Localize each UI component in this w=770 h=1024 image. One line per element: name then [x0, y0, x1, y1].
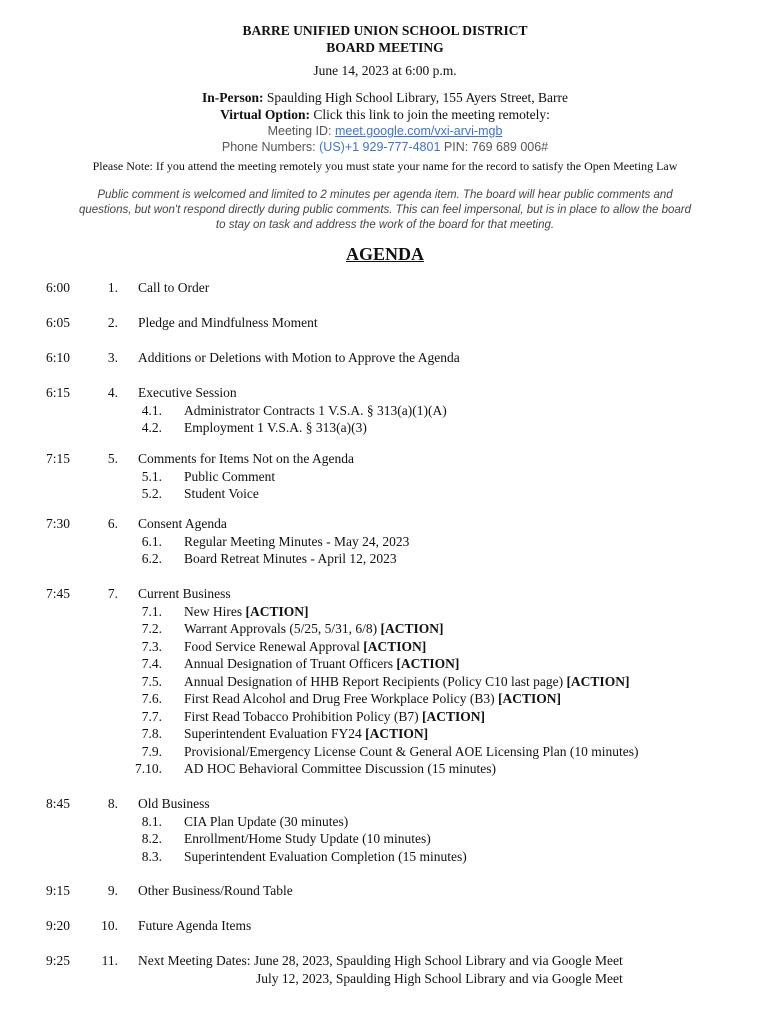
agenda-time: 7:15: [46, 451, 71, 466]
subitem-title: Board Retreat Minutes - April 12, 2023: [184, 551, 397, 566]
subitem-title: Provisional/Emergency License Count & General AOE Licensing Plan (10 minutes): [184, 743, 639, 759]
agenda-number: 6.: [107, 516, 118, 531]
agenda-number: 5.: [107, 451, 118, 466]
meeting-id-label: Meeting ID:: [267, 124, 335, 138]
agenda-number: 1.: [107, 280, 118, 295]
phone-label: Phone Numbers:: [221, 140, 320, 154]
subitem-number: 6.1.: [141, 533, 162, 549]
agenda-time: 9:15: [46, 883, 71, 898]
subitem-title: Public Comment: [184, 468, 276, 484]
agenda-time: 6:00: [46, 280, 71, 295]
subitem-title: Student Voice: [184, 486, 259, 501]
virtual-line: [0, 106, 770, 123]
subitem-number: 5.2.: [141, 486, 162, 501]
agenda-number: 10.: [101, 918, 118, 933]
subitem-number: 8.1.: [141, 813, 162, 829]
agenda-time: 6:10: [46, 350, 71, 365]
subitem-title: Enrollment/Home Study Update (10 minutes): [184, 831, 431, 846]
virtual-instructions: Click this link to join the meeting remotely:: [309, 107, 550, 122]
virtual-label: Virtual Option:: [220, 107, 310, 122]
subitem-title: Annual Designation of HHB Report Recipients (Policy C10 last page) [ACTION]: [184, 673, 630, 689]
agenda-title: Other Business/Round Table: [138, 883, 293, 898]
agenda-title: Call to Order: [138, 280, 210, 295]
action-tag: [ACTION]: [363, 638, 427, 654]
subitem-number: 4.2.: [141, 420, 162, 435]
agenda-time: 7:45: [46, 586, 71, 601]
subitem-number: 7.7.: [141, 708, 162, 724]
action-tag: [ACTION]: [422, 708, 486, 724]
action-tag: [ACTION]: [497, 691, 561, 706]
subitem-title: Employment 1 V.S.A. § 313(a)(3): [184, 420, 367, 435]
agenda-title: Consent Agenda: [138, 516, 227, 531]
agenda-time: 9:20: [46, 918, 71, 933]
agenda-title: Pledge and Mindfulness Moment: [138, 315, 318, 330]
in-person-location: Spaulding High School Library, 155 Ayers Street, Barre: [263, 90, 569, 105]
subitem-title: Warrant Approvals (5/25, 5/31, 6/8) [ACTION]: [184, 621, 444, 636]
agenda-time: 8:45: [46, 796, 71, 811]
subitem-number: 8.2.: [141, 831, 162, 846]
in-person-label: In-Person:: [201, 90, 264, 105]
meeting-date: June 14, 2023 at 6:00 p.m.: [313, 63, 457, 78]
action-tag: [ACTION]: [245, 603, 309, 619]
action-tag: [ACTION]: [566, 673, 630, 689]
next-meeting-date: July 12, 2023, Spaulding High School Library and via Google Meet: [256, 970, 623, 986]
agenda-time: 9:25: [46, 953, 71, 968]
agenda-number: 11.: [101, 953, 118, 968]
subitem-number: 7.1.: [141, 603, 162, 619]
document-header: [0, 22, 770, 265]
in-person-line: [0, 89, 770, 106]
agenda-number: 9.: [107, 883, 118, 898]
subitem-number: 7.5.: [141, 673, 162, 689]
action-tag: [ACTION]: [380, 621, 444, 636]
subitem-title: New Hires [ACTION]: [184, 603, 309, 619]
subitem-title: Food Service Renewal Approval [ACTION]: [184, 638, 427, 654]
subitem-title: First Read Tobacco Prohibition Policy (B7) [ACTION]: [184, 708, 486, 724]
district-name: BARRE UNIFIED UNION SCHOOL DISTRICT: [242, 23, 528, 38]
subitem-number: 7.8.: [141, 726, 162, 741]
subitem-number: 6.2.: [141, 551, 162, 566]
action-tag: [ACTION]: [365, 726, 429, 741]
subitem-number: 7.10.: [135, 761, 162, 776]
subitem-title: Superintendent Evaluation Completion (15 minutes): [184, 848, 467, 864]
agenda-title: Comments for Items Not on the Agenda: [138, 451, 354, 466]
phone-number[interactable]: (US)+1 929-777-4801: [319, 140, 441, 154]
subitem-title: Annual Designation of Truant Officers [ACTION]: [184, 656, 460, 671]
agenda-number: 8.: [107, 796, 118, 811]
subitem-title: Administrator Contracts 1 V.S.A. § 313(a)(1)(A): [184, 402, 447, 418]
meeting-id-line: [0, 123, 770, 139]
subitem-title: First Read Alcohol and Drug Free Workplace Policy (B3) [ACTION]: [184, 691, 561, 706]
subitem-number: 5.1.: [141, 468, 162, 484]
agenda-number: 4.: [107, 385, 118, 400]
agenda-title: Old Business: [138, 796, 210, 811]
agenda-title: Current Business: [138, 586, 231, 601]
agenda-title: Additions or Deletions with Motion to Approve the Agenda: [138, 350, 460, 365]
agenda-number: 2.: [107, 315, 118, 330]
agenda-time: 6:15: [46, 385, 71, 400]
subitem-title: Superintendent Evaluation FY24 [ACTION]: [184, 726, 429, 741]
action-tag: [ACTION]: [396, 656, 460, 671]
agenda-time: 7:30: [46, 516, 71, 531]
agenda-number: 7.: [107, 586, 118, 601]
subitem-number: 8.3.: [141, 848, 162, 864]
subitem-number: 7.3.: [141, 638, 162, 654]
subitem-number: 7.4.: [141, 656, 162, 671]
agenda-title: Executive Session: [138, 385, 237, 400]
subitem-number: 7.6.: [141, 691, 162, 706]
agenda-title: Future Agenda Items: [138, 918, 252, 933]
meeting-link[interactable]: meet.google.com/vxi-arvi-mgb: [334, 124, 503, 138]
subitem-number: 7.9.: [141, 743, 162, 759]
agenda-title: Next Meeting Dates: June 28, 2023, Spaulding High School Library and via Google Meet: [138, 953, 623, 968]
open-meeting-note: Please Note: If you attend the meeting remotely you must state your name for the record to satisfy the Open Meeting Law: [92, 159, 678, 173]
subitem-title: CIA Plan Update (30 minutes): [184, 813, 349, 829]
subitem-title: Regular Meeting Minutes - May 24, 2023: [184, 533, 410, 549]
agenda-number: 3.: [107, 350, 118, 365]
agenda-heading: AGENDA: [345, 244, 424, 264]
subitem-number: 4.1.: [141, 402, 162, 418]
subitem-number: 7.2.: [141, 621, 162, 636]
meeting-title: BOARD MEETING: [326, 40, 444, 55]
phone-pin: PIN: 769 689 006#: [440, 140, 549, 154]
subitem-title: AD HOC Behavioral Committee Discussion (15 minutes): [184, 761, 496, 776]
public-comment-note: Public comment is welcomed and limited to 2 minutes per agenda item. The board will hear public comments and questions, but won't respond directly during public comments. This can feel impersonal, but is in place to allow the board to stay on task and address the work of the board for that meeting.: [78, 189, 692, 231]
phone-line: [0, 139, 770, 155]
agenda-time: 6:05: [46, 315, 71, 330]
